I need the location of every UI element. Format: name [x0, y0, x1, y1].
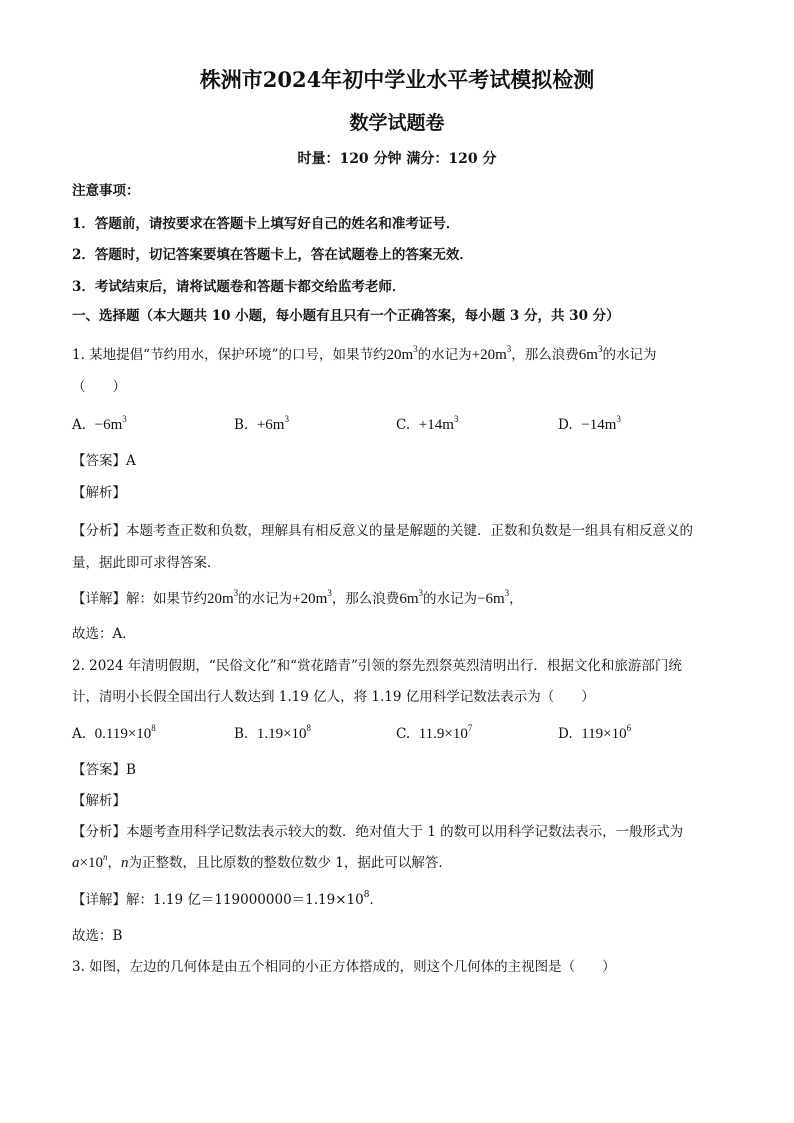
math-expr: $20m^3$: [386, 344, 418, 363]
exam-title: 株洲市2024年初中学业水平考试模拟检测: [199, 67, 595, 92]
math-expr: $6m^3$: [578, 344, 603, 363]
exam-subtitle: 数学试题卷: [349, 112, 445, 134]
q2-analysis-line-1: 【分析】本题考查用科学记数法表示较大的数．绝对值大于 1 的数可以用科学记数法表示，一般形式为: [72, 824, 684, 840]
exam-time-info: 时量：120 分钟 满分：120 分: [297, 151, 497, 167]
notice-item-1: 1．答题前，请按要求在答题卡上填写好自己的姓名和准考证号．: [72, 216, 460, 232]
q3-stem: 3. 如图，左边的几何体是由五个相同的小正方体搭成的，则这个几何体的主视图是（ ）: [72, 959, 616, 975]
q1-option-d: D. $-14m^3$: [558, 414, 621, 433]
math-expr: $+20m^3$: [471, 344, 512, 363]
q2-option-b: B. $1.19\times 10^8$: [234, 723, 312, 742]
q2-answer: 【答案】B: [72, 762, 136, 778]
notice-item-3: 3．考试结束后，请将试题卷和答题卡都交给监考老师．: [72, 279, 406, 295]
q1-answer: 【答案】A: [72, 453, 136, 469]
q1-analysis-label: 【解析】: [72, 485, 126, 501]
q1-option-c: C. $+14m^3$: [396, 414, 459, 433]
q2-choose: 故选：B: [72, 928, 123, 944]
q2-option-c: C. $11.9\times 10^7$: [396, 723, 473, 742]
q1-stem: 1. 某地提倡“节约用水，保护环境”的口号，如果节约$20m^3$的水记为$+20m^3$，那么浪费$6m^3$的水记为: [72, 344, 657, 363]
notice-heading: 注意事项：: [72, 183, 140, 199]
q2-stem-line-2: 计，清明小长假全国出行人数达到 1.19 亿人，将 1.19 亿用科学记数法表示为（ ）: [72, 689, 595, 705]
q1-choose: 故选：A．: [72, 626, 136, 642]
q1-analysis-line-2: 量，据此即可求得答案．: [72, 555, 221, 571]
q2-stem-line-1: 2. 2024 年清明假期，“民俗文化”和“赏花踏青”引领的祭先烈祭英烈清明出行．根据文化和旅游部门统: [72, 658, 682, 674]
notice-item-2: 2．答题时，切记答案要填在答题卡上，答在试题卷上的答案无效．: [72, 247, 473, 263]
section-heading: 一、选择题（本大题共 10 小题，每小题有且只有一个正确答案，每小题 3 分，共 30 分）: [72, 308, 620, 324]
q1-option-b: B. $+6m^3$: [234, 414, 289, 433]
q2-analysis-label: 【解析】: [72, 793, 126, 809]
q1-analysis-line-1: 【分析】本题考查正数和负数，理解具有相反意义的量是解题的关键．正数和负数是一组具有相反意义的: [72, 523, 693, 539]
q1-paren: （ ）: [72, 379, 126, 395]
q2-detail: 【详解】解：1.19 亿$=119000000=1.19\times 10^8$．: [72, 890, 383, 908]
q1-option-a: A. $-6m^3$: [72, 414, 127, 433]
q2-option-d: D. $119\times 10^6$: [558, 723, 632, 742]
q1-detail: 【详解】解：如果节约$20m^3$的水记为$+20m^3$，那么浪费$6m^3$的水记为$-6m^3$，: [72, 588, 523, 607]
q2-option-a: A. $0.119\times 10^8$: [72, 723, 156, 742]
q2-analysis-line-2: $a\times 10^n$，n为正整数，且比原数的整数位数少 1，据此可以解答．: [72, 852, 452, 871]
